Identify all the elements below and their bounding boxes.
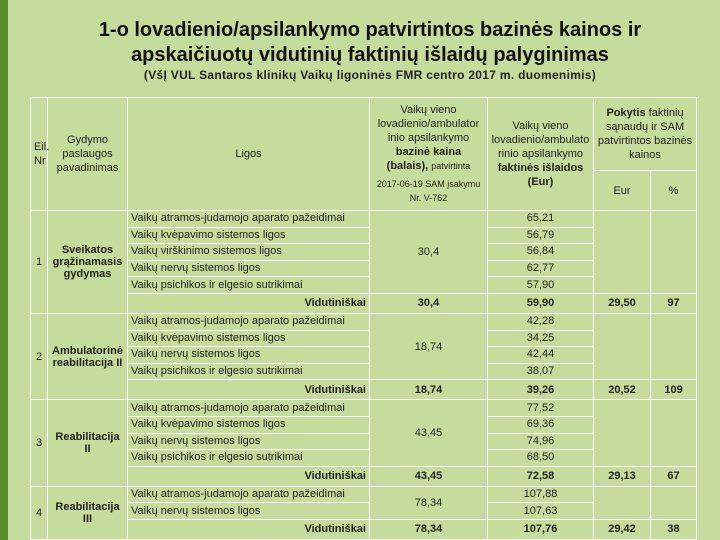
left-accent-bar	[0, 0, 8, 540]
header-actual-cost	[488, 98, 594, 211]
title-line-1: 1-o lovadienio/apsilankymo patvirtintos bazinės kainos ir	[98, 19, 642, 41]
change-eur-value: 20,52	[594, 380, 651, 400]
header-diseases: Ligos	[128, 98, 370, 211]
disease-name: Vaikų virškinimo sistemos ligos	[128, 244, 370, 261]
actual-cost-value: 68,50	[488, 450, 594, 467]
actual-cost-line-1: Vaikų vieno lovadienio/ambulato rinio apsilankymo	[491, 120, 590, 160]
average-row	[31, 466, 697, 486]
change-pct-value: 67	[651, 466, 697, 486]
table-row	[31, 486, 697, 503]
row-number: 4	[31, 486, 48, 539]
average-actual-cost: 107,76	[488, 519, 594, 539]
average-base-price: 18,74	[370, 380, 488, 400]
base-price-line-4: 2017-06-19 SAM įsakymu Nr. V-762	[376, 179, 481, 203]
service-name: Ambulatorinė reabilitacija II	[48, 313, 128, 399]
average-label: Vidutiniškai	[128, 380, 370, 400]
header-change-eur: Eur	[594, 171, 651, 211]
header-base-price	[370, 98, 488, 211]
change-blank-pct	[651, 400, 697, 466]
table-row	[31, 400, 697, 417]
base-price-value: 18,74	[370, 313, 488, 379]
average-label: Vidutiniškai	[128, 466, 370, 486]
change-blank-eur	[594, 400, 651, 466]
change-pct-value: 38	[651, 519, 697, 539]
comparison-table	[30, 97, 697, 540]
change-eur-value: 29,42	[594, 519, 651, 539]
table-header	[31, 98, 697, 211]
actual-cost-line-3: (Eur)	[527, 176, 554, 188]
average-label: Vidutiniškai	[128, 519, 370, 539]
disease-name: Vaikų psichikos ir elgesio sutrikimai	[128, 450, 370, 467]
disease-name: Vaikų nervų sistemos ligos	[128, 503, 370, 520]
base-price-line-3b: patvirtinta	[431, 161, 471, 171]
actual-cost-line-2: faktinės išlaidos	[497, 162, 584, 174]
actual-cost-value: 56,84	[488, 244, 594, 261]
disease-name: Vaikų psichikos ir elgesio sutrikimai	[128, 277, 370, 294]
disease-name: Vaikų atramos-judamojo aparato pažeidimai	[128, 486, 370, 503]
disease-name: Vaikų nervų sistemos ligos	[128, 260, 370, 277]
table-row	[31, 313, 697, 330]
row-number: 1	[31, 211, 48, 314]
average-label: Vidutiniškai	[128, 293, 370, 313]
change-pct-value: 97	[651, 293, 697, 313]
change-pct-value: 109	[651, 380, 697, 400]
disease-name: Vaikų nervų sistemos ligos	[128, 433, 370, 450]
actual-cost-value: 38,07	[488, 363, 594, 380]
base-price-line-2: bazinė kaina	[395, 146, 462, 158]
change-blank-pct	[651, 313, 697, 379]
slide-subtitle: (VšĮ VUL Santaros klinikų Vaikų ligoninės FMR centro 2017 m. duomenimis)	[143, 68, 597, 82]
header-service-name: Gydymo paslaugos pavadinimas	[48, 98, 128, 211]
actual-cost-value: 69,36	[488, 416, 594, 433]
change-blank-eur	[594, 486, 651, 519]
actual-cost-value: 74,96	[488, 433, 594, 450]
average-actual-cost: 39,26	[488, 380, 594, 400]
change-blank-pct	[651, 486, 697, 519]
actual-cost-value: 107,63	[488, 503, 594, 520]
actual-cost-value: 62,77	[488, 260, 594, 277]
header-nr: Eil. Nr	[31, 98, 48, 211]
slide-title	[40, 18, 700, 68]
change-line-1: Pokytis	[606, 107, 646, 119]
disease-name: Vaikų atramos-judamojo aparato pažeidimai	[128, 313, 370, 330]
actual-cost-value: 42,28	[488, 313, 594, 330]
average-row	[31, 380, 697, 400]
header-change	[594, 98, 697, 171]
base-price-value: 78,34	[370, 486, 488, 519]
disease-name: Vaikų kvėpavimo sistemos ligos	[128, 416, 370, 433]
average-actual-cost: 72,58	[488, 466, 594, 486]
table-row	[31, 211, 697, 228]
change-eur-value: 29,13	[594, 466, 651, 486]
disease-name: Vaikų nervų sistemos ligos	[128, 347, 370, 364]
average-row	[31, 293, 697, 313]
change-blank-eur	[594, 313, 651, 379]
disease-name: Vaikų atramos-judamojo aparato pažeidimai	[128, 400, 370, 417]
row-number: 2	[31, 313, 48, 399]
actual-cost-value: 65,21	[488, 211, 594, 228]
title-line-2: apskaičiuotų vidutinių faktinių išlaidų palyginimas	[131, 44, 609, 66]
disease-name: Vaikų kvėpavimo sistemos ligos	[128, 227, 370, 244]
service-name: Reabilitacija III	[48, 486, 128, 539]
actual-cost-value: 56,79	[488, 227, 594, 244]
average-base-price: 78,34	[370, 519, 488, 539]
base-price-value: 43,45	[370, 400, 488, 466]
row-number: 3	[31, 400, 48, 486]
change-line-2: faktinių sąnaudų ir SAM patvirtintos bazinės kainos	[597, 107, 693, 161]
actual-cost-value: 34,25	[488, 330, 594, 347]
base-price-line-1: Vaikų vieno lovadienio/ambulator inio apsilankymo	[377, 104, 480, 144]
actual-cost-value: 77,52	[488, 400, 594, 417]
service-name: Reabilitacija II	[48, 400, 128, 486]
disease-name: Vaikų atramos-judamojo aparato pažeidimai	[128, 211, 370, 228]
actual-cost-value: 57,90	[488, 277, 594, 294]
actual-cost-value: 107,88	[488, 486, 594, 503]
average-row	[31, 519, 697, 539]
base-price-line-3: (balais),	[386, 160, 429, 172]
change-blank-eur	[594, 211, 651, 294]
change-eur-value: 29,50	[594, 293, 651, 313]
table-body	[31, 211, 697, 540]
average-base-price: 30,4	[370, 293, 488, 313]
service-name: Sveikatos grąžinamasis gydymas	[48, 211, 128, 314]
average-actual-cost: 59,90	[488, 293, 594, 313]
change-blank-pct	[651, 211, 697, 294]
average-base-price: 43,45	[370, 466, 488, 486]
base-price-value: 30,4	[370, 211, 488, 294]
disease-name: Vaikų kvėpavimo sistemos ligos	[128, 330, 370, 347]
header-change-pct: %	[651, 171, 697, 211]
disease-name: Vaikų psichikos ir elgesio sutrikimai	[128, 363, 370, 380]
actual-cost-value: 42,44	[488, 347, 594, 364]
